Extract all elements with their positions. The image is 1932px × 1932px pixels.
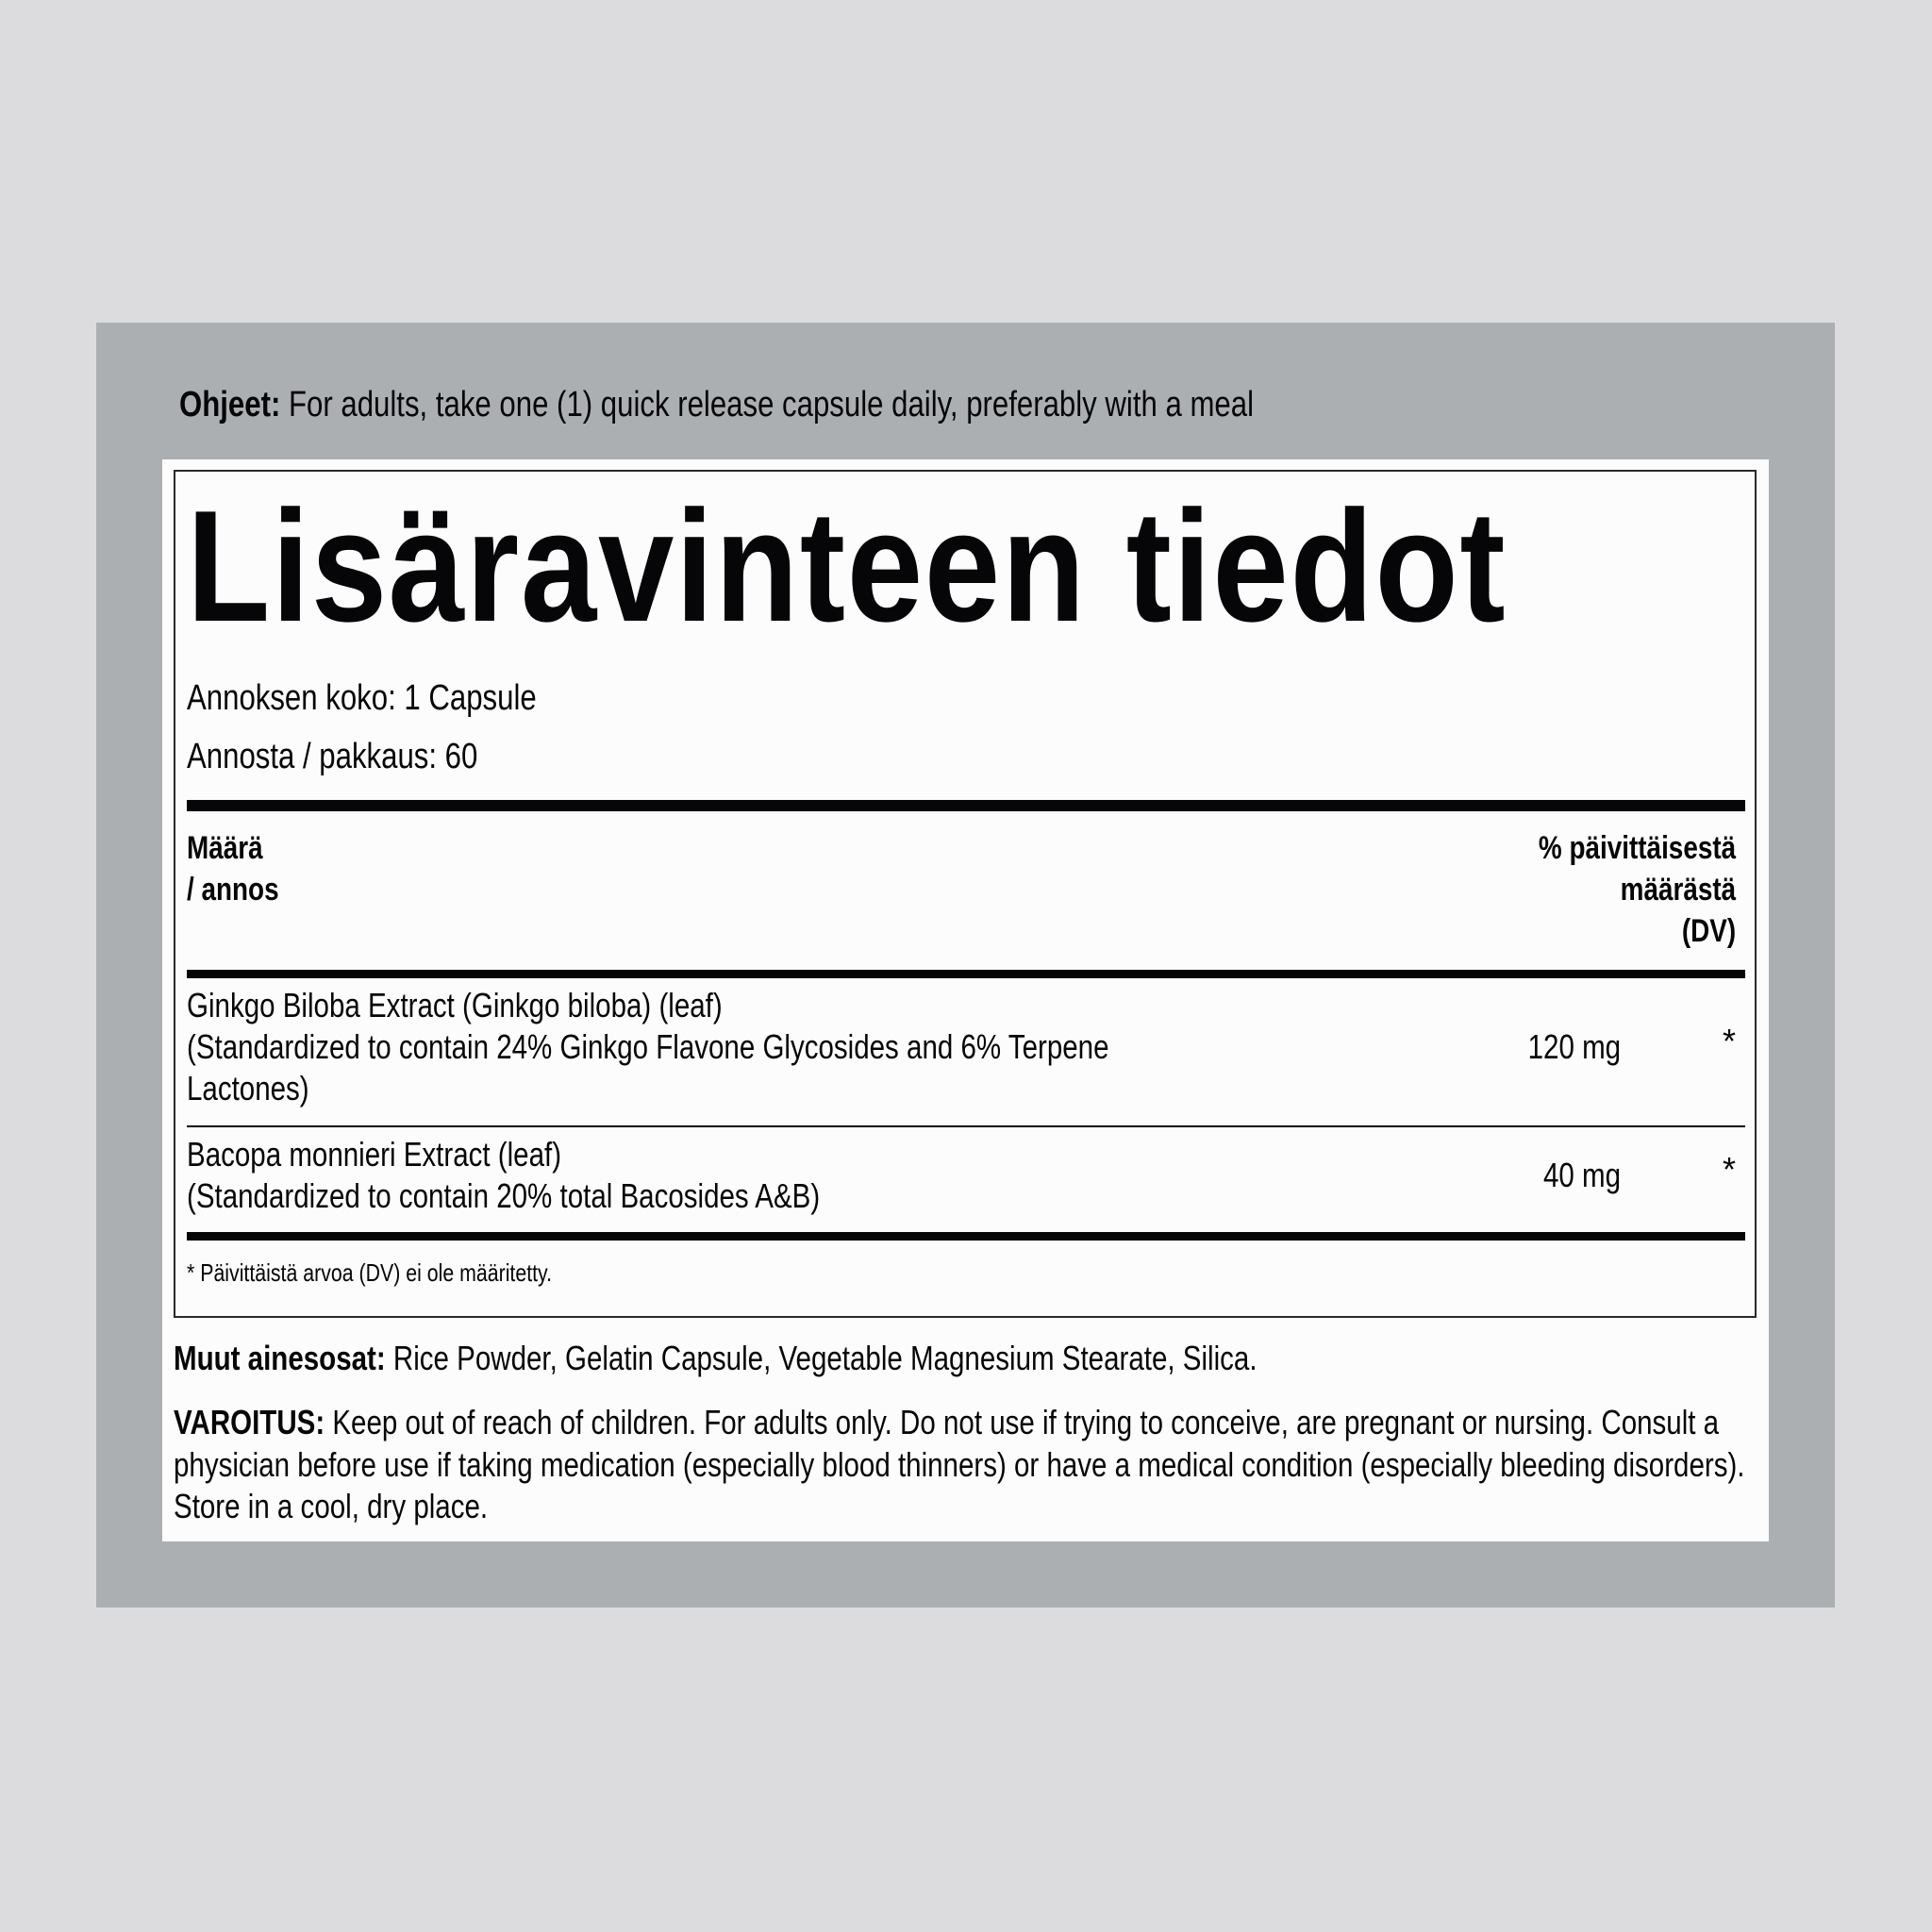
supplement-facts-box: [174, 470, 1757, 1318]
daily-value-header: [1539, 827, 1736, 952]
directions-label: Ohjeet:: [179, 385, 281, 425]
ingredient-bacopa-dv: *: [1722, 1150, 1736, 1189]
warning: [174, 1402, 1752, 1528]
ingredient-name-line: (Standardized to contain 24% Ginkgo Flavone Glycosides and 6% Terpene: [187, 1027, 1109, 1066]
amount-header-line1: Määrä: [187, 830, 263, 866]
warning-label: VAROITUS:: [174, 1403, 325, 1441]
divider-medium: [187, 1232, 1745, 1241]
dv-header-line1: % päivittäisestä: [1538, 830, 1736, 866]
other-ingredients-text: Rice Powder, Gelatin Capsule, Vegetable Magnesium Stearate, Silica.: [385, 1339, 1257, 1377]
ingredient-name-line: Ginkgo Biloba Extract (Ginkgo biloba) (leaf): [187, 986, 723, 1024]
facts-title: Lisäravinteen tiedot: [187, 477, 1507, 655]
ingredient-bacopa-name: [187, 1134, 820, 1217]
ingredient-ginkgo-dv: *: [1722, 1022, 1736, 1060]
amount-per-serving-header: [187, 827, 279, 910]
ingredient-name-line: Lactones): [187, 1069, 309, 1108]
other-ingredients: [174, 1338, 1257, 1379]
ingredient-ginkgo-name: [187, 985, 1108, 1109]
amount-header-line2: / annos: [187, 872, 279, 908]
ingredient-name-line: (Standardized to contain 20% total Bacosides A&B): [187, 1176, 821, 1215]
dv-header-line3: (DV): [1681, 913, 1736, 949]
ingredient-bacopa-amount: 40 mg: [1542, 1156, 1621, 1194]
serving-size: Annoksen koko: 1 Capsule: [187, 678, 537, 718]
directions-text: For adults, take one (1) quick release capsule daily, preferably with a meal: [280, 385, 1255, 425]
dv-footnote: * Päivittäistä arvoa (DV) ei ole määritetty.: [187, 1258, 553, 1287]
warning-text: Keep out of reach of children. For adults only. Do not use if trying to conceive, are pregnant or nursing. Consult a physician before use if taking medication (especially blood thinners) or have a medical condition (especially bleeding disorders). Store in a cool, dry place.: [174, 1403, 1745, 1525]
other-ingredients-label: Muut ainesosat:: [174, 1339, 386, 1377]
servings-per-container: Annosta / pakkaus: 60: [187, 737, 478, 776]
ingredient-name-line: Bacopa monnieri Extract (leaf): [187, 1135, 562, 1174]
dv-header-line2: määrästä: [1620, 872, 1736, 908]
divider-medium: [187, 970, 1745, 978]
divider-thin: [187, 1125, 1745, 1127]
directions: [179, 382, 1254, 427]
divider-thick: [187, 800, 1745, 811]
ingredient-ginkgo-amount: 120 mg: [1527, 1027, 1621, 1066]
